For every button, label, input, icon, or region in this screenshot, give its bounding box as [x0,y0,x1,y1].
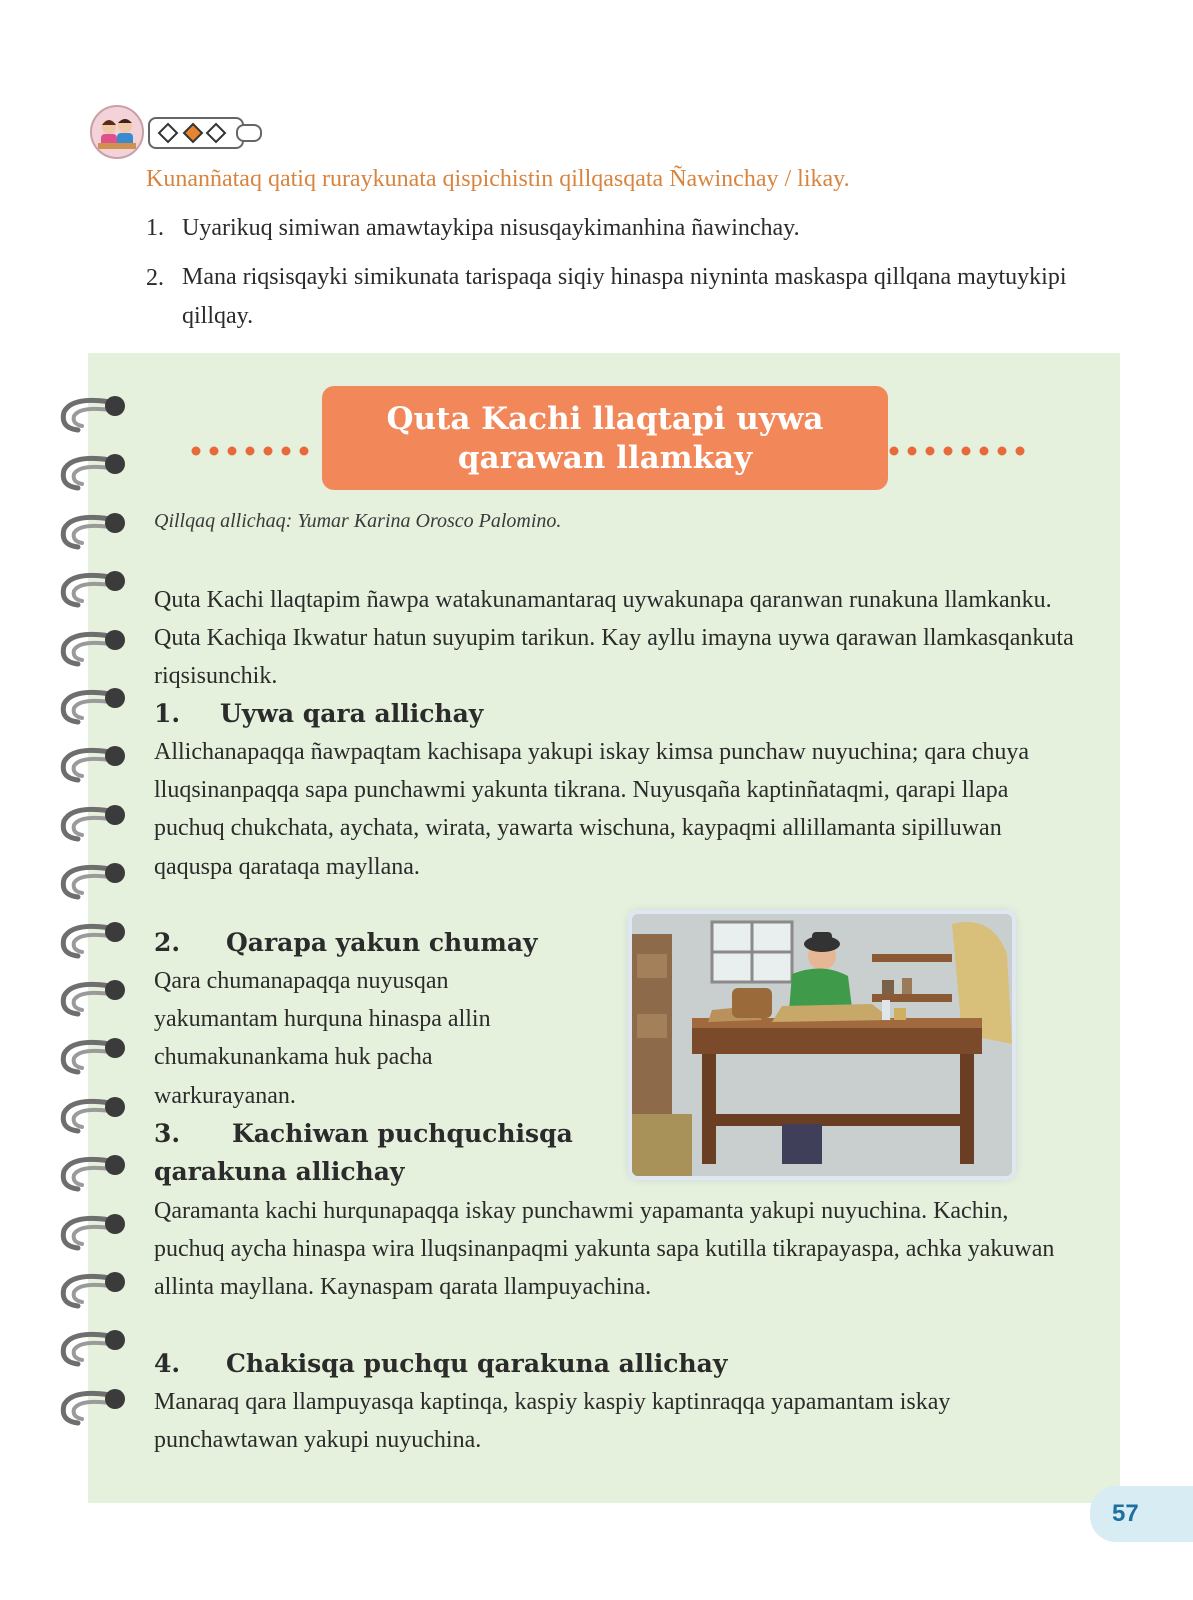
spiral-ring-icon [58,859,114,899]
spiral-ring-icon [58,1093,114,1133]
section-title: Kachiwan puchquchisqa [232,1119,573,1148]
section-3-text: Qaramanta kachi hurqunapaqqa iskay punchawmi yapamanta yakupi nuyuchina. Kachin, puchuq aycha hinaspa wira lluqsinanpaqmi yakunta sapa kutilla tikrapayaspa, achka yakuwan allinta mayllana. Kaynaspam qarata llampuyachina. [154,1198,1055,1301]
page-number: 57 [1090,1486,1193,1542]
spiral-ring-icon [58,1326,114,1366]
title-line-2: qarawan llamkay [457,440,753,476]
spiral-ring-icon [58,1034,114,1074]
leather-worker-illustration [632,914,1012,1176]
spiral-ring-icon [58,918,114,958]
section-heading-4 [154,1345,727,1383]
section-2-text: Qara chumanapaqqa nuyusqan yakumantam hurquna hinaspa allin chumakunankama huk pacha warkurayanan. [154,968,491,1109]
spiral-ring-icon [58,567,114,607]
tag-loop-icon [236,124,262,142]
diamond-level-icon [148,117,244,149]
step-text: Mana riqsisqayki simikunata tarispaqa siqiy hinaspa niyninta maskaspa qillqana maytuykipi qillqay. [182,264,1067,329]
spiral-ring-icon [58,450,114,490]
spiral-ring-icon [58,801,114,841]
spiral-ring-icon [58,976,114,1016]
section-1-text: Allichanapaqqa ñawpaqtam kachisapa yakupi iskay kimsa punchaw nuyuchina; qara chuya lluqsinanpaqqa sapa punchawmi yakunta tikrana. Nuyusqaña kaptinñataqmi, qarapi llapa puchuq chukchata, aychata, wirata, yawarta wischuna, kaypaqmi allillamanta sipilluwan qaquspa qarataqa mayllana. [154,739,1030,880]
instruction-step-1 [146,208,1106,248]
section-title: Uywa qara allichay [220,699,484,728]
instruction-text: Kunanñataq qatiq ruraykunata qispichistin qillqasqata Ñawinchay / likay. [146,166,850,192]
title-line-1: Quta Kachi llaqtapi uywa [386,401,824,437]
step-text: Uyarikuq simiwan amawtaykipa nisusqaykimanhina ñawinchay. [182,215,800,241]
spiral-ring-icon [58,1268,114,1308]
section-title: Chakisqa puchqu qarakuna allichay [226,1349,728,1378]
section-heading-3 [154,1115,573,1191]
spiral-ring-icon [58,626,114,666]
dotted-line-left [190,444,318,456]
instruction-step-2 [146,258,1106,329]
spiral-ring-icon [58,1151,114,1191]
author-credit: Qillqaq allichaq: Yumar Karina Orosco Palomino. [154,510,562,532]
section-number: 1. [154,699,181,728]
spiral-ring-icon [58,742,114,782]
spiral-ring-icon [58,1210,114,1250]
two-children-icon [90,105,144,159]
section-4-text: Manaraq qara llampuyasqa kaptinqa, kaspiy kaspiy kaptinraqqa yapamantam iskay punchawtawan yakupi nuyuchina. [154,1389,951,1454]
section-title-line-2: qarakuna allichay [154,1157,405,1187]
step-number: 1. [146,215,164,241]
article-title [322,386,888,490]
section-number: 3. [154,1119,181,1148]
dotted-line-right [888,444,1032,456]
spiral-ring-icon [58,392,114,432]
spiral-ring-icon [58,1385,114,1425]
spiral-ring-icon [58,684,114,724]
section-heading-1 [154,695,483,733]
section-heading-2 [154,924,538,962]
section-number: 2. [154,928,181,957]
spiral-ring-icon [58,509,114,549]
section-title: Qarapa yakun chumay [226,928,538,957]
intro-paragraph: Quta Kachi llaqtapim ñawpa watakunamantaraq uywakunapa qaranwan runakuna llamkanku. Quta Kachiqa Ikwatur hatun suyupim tarikun. Kay ayllu imayna uywa qarawan llamkasqankuta riqsisunchik. [154,587,1074,690]
step-number: 2. [146,265,164,291]
section-number: 4. [154,1349,181,1378]
